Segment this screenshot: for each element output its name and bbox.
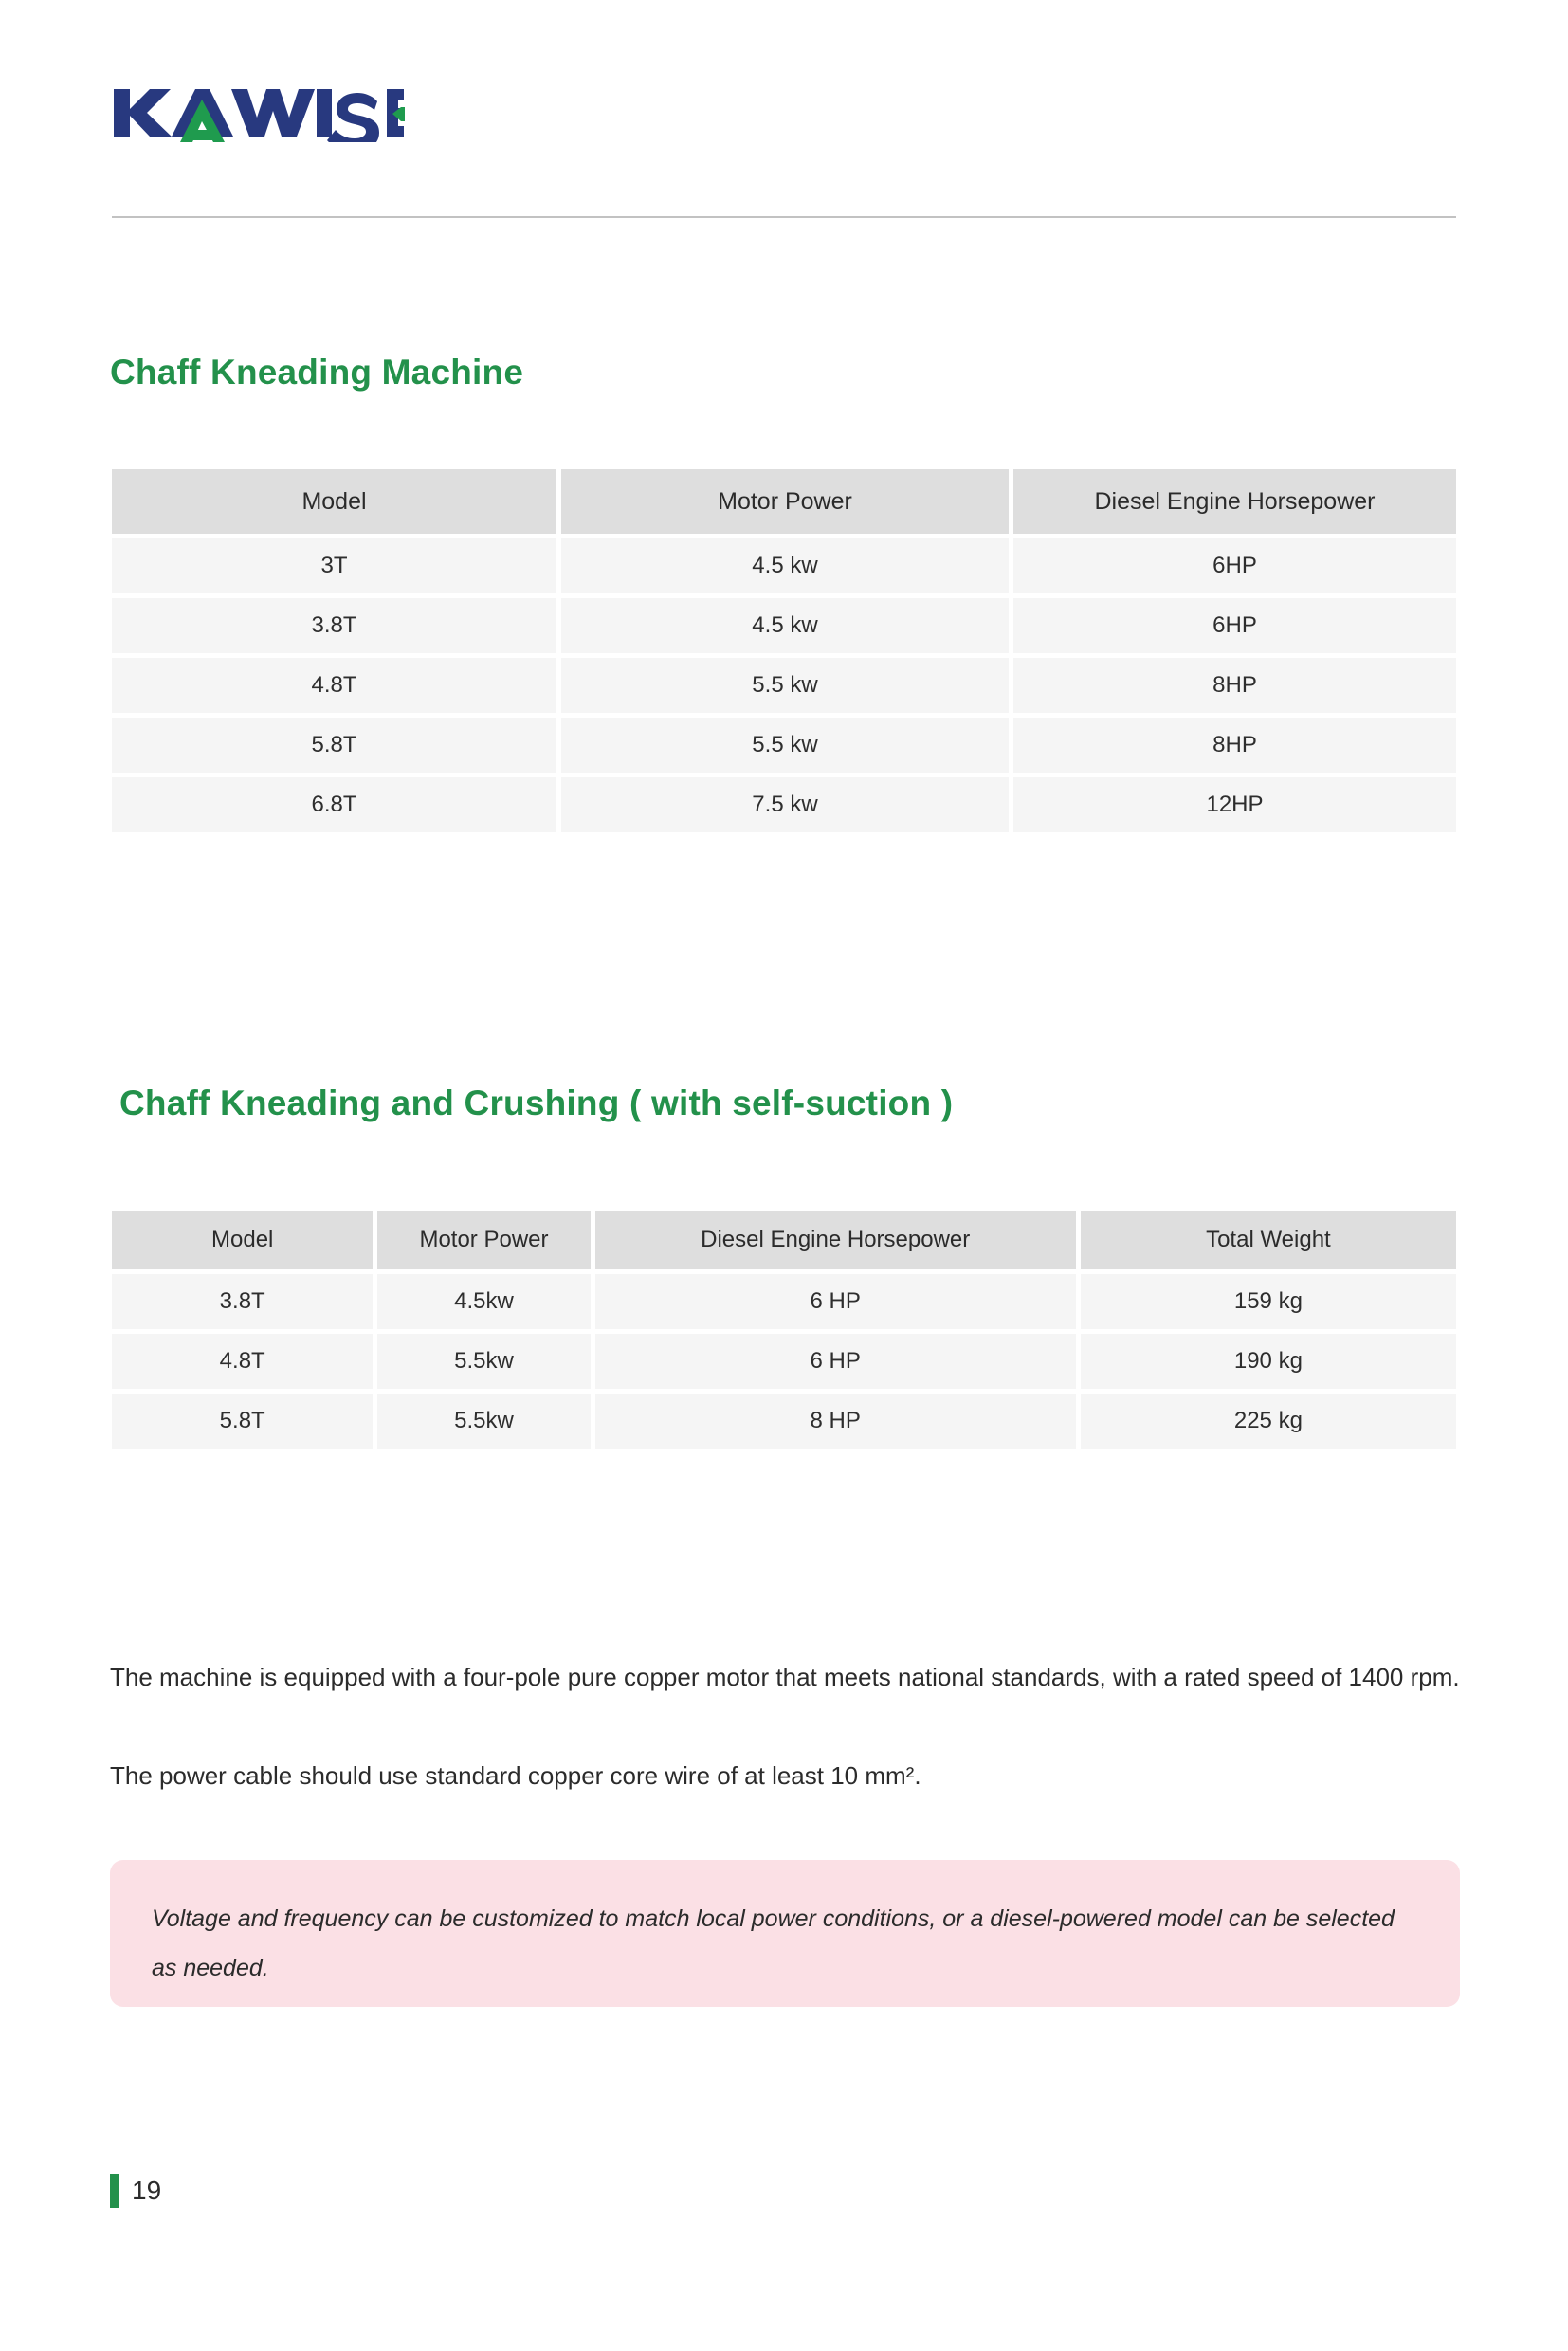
table-row bbox=[112, 777, 1456, 832]
cell-motor-power: 4.5 kw bbox=[561, 538, 1009, 593]
header-divider bbox=[112, 216, 1456, 218]
page-number: 19 bbox=[132, 2176, 162, 2205]
column-header-model: Model bbox=[112, 469, 556, 534]
table-row bbox=[112, 1394, 1456, 1449]
cell-motor-power: 4.5 kw bbox=[561, 598, 1009, 653]
callout-note-text: Voltage and frequency can be customized to match local power conditions, or a diesel-powered model can be selected as needed. bbox=[152, 1905, 1395, 1981]
cell-total-weight: 190 kg bbox=[1081, 1334, 1456, 1389]
cell-motor-power: 5.5 kw bbox=[561, 718, 1009, 773]
table-header-row bbox=[112, 469, 1456, 534]
cell-total-weight: 225 kg bbox=[1081, 1394, 1456, 1449]
body-paragraph-motor-spec: The machine is equipped with a four-pole pure copper motor that meets national standards, with a rated speed of 1400 rpm. bbox=[110, 1663, 1460, 1691]
cell-diesel-hp: 12HP bbox=[1013, 777, 1456, 832]
cell-model: 5.8T bbox=[112, 1394, 373, 1449]
cell-total-weight: 159 kg bbox=[1081, 1274, 1456, 1329]
column-header-motor-power: Motor Power bbox=[561, 469, 1009, 534]
table-row bbox=[112, 718, 1456, 773]
page-footer bbox=[110, 2174, 161, 2208]
cell-diesel-hp: 8HP bbox=[1013, 718, 1456, 773]
cell-diesel-hp: 6 HP bbox=[595, 1334, 1076, 1389]
column-header-total-weight: Total Weight bbox=[1081, 1211, 1456, 1269]
cell-motor-power: 5.5 kw bbox=[561, 658, 1009, 713]
callout-note-voltage bbox=[110, 1860, 1460, 2007]
cell-model: 3.8T bbox=[112, 598, 556, 653]
cell-diesel-hp: 8HP bbox=[1013, 658, 1456, 713]
table-row bbox=[112, 658, 1456, 713]
cell-motor-power: 4.5kw bbox=[377, 1274, 590, 1329]
kawise-logo-icon bbox=[112, 83, 406, 142]
table-row bbox=[112, 1274, 1456, 1329]
page-header bbox=[112, 83, 1456, 221]
table-row bbox=[112, 538, 1456, 593]
cell-model: 3.8T bbox=[112, 1274, 373, 1329]
cell-model: 3T bbox=[112, 538, 556, 593]
cell-model: 6.8T bbox=[112, 777, 556, 832]
cell-diesel-hp: 6HP bbox=[1013, 598, 1456, 653]
table-row bbox=[112, 1334, 1456, 1389]
column-header-diesel-hp: Diesel Engine Horsepower bbox=[1013, 469, 1456, 534]
column-header-motor-power: Motor Power bbox=[377, 1211, 590, 1269]
cell-model: 4.8T bbox=[112, 1334, 373, 1389]
cell-model: 4.8T bbox=[112, 658, 556, 713]
section-title-chaff-kneading-machine: Chaff Kneading Machine bbox=[110, 353, 524, 392]
cell-motor-power: 7.5 kw bbox=[561, 777, 1009, 832]
cell-model: 5.8T bbox=[112, 718, 556, 773]
table-header-row bbox=[112, 1211, 1456, 1269]
cell-motor-power: 5.5kw bbox=[377, 1334, 590, 1389]
column-header-model: Model bbox=[112, 1211, 373, 1269]
spec-table-chaff-kneading-machine bbox=[107, 465, 1461, 837]
cell-diesel-hp: 6 HP bbox=[595, 1274, 1076, 1329]
table-row bbox=[112, 598, 1456, 653]
cell-diesel-hp: 6HP bbox=[1013, 538, 1456, 593]
section-title-chaff-kneading-and-crushing: Chaff Kneading and Crushing ( with self-suction ) bbox=[119, 1084, 954, 1122]
footer-accent-bar bbox=[110, 2174, 119, 2208]
cell-diesel-hp: 8 HP bbox=[595, 1394, 1076, 1449]
column-header-diesel-hp: Diesel Engine Horsepower bbox=[595, 1211, 1076, 1269]
spec-table-chaff-kneading-and-crushing bbox=[107, 1206, 1461, 1453]
cell-motor-power: 5.5kw bbox=[377, 1394, 590, 1449]
body-paragraph-power-cable: The power cable should use standard copper core wire of at least 10 mm². bbox=[110, 1761, 921, 1790]
